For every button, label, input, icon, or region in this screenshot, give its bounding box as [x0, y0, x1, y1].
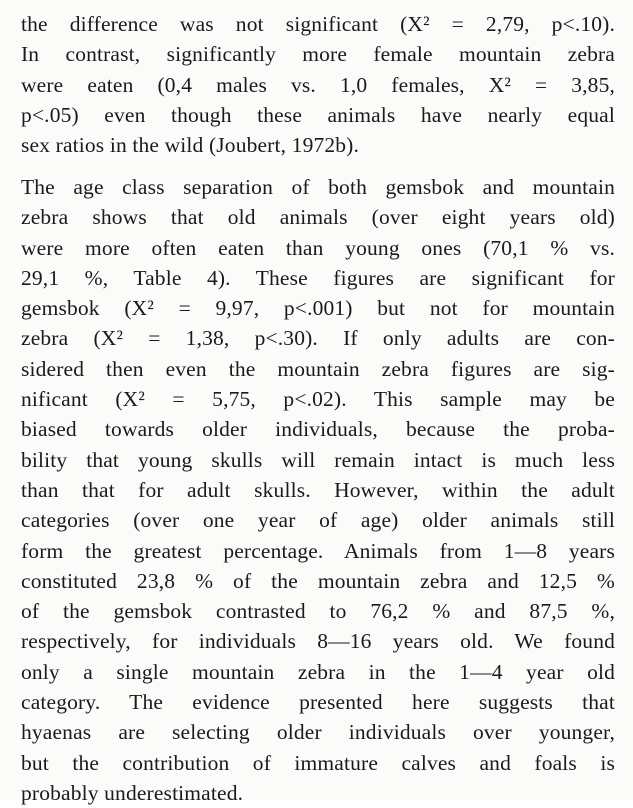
text-line: In contrast, significantly more female mountain zebra: [21, 42, 615, 67]
text-line: nificant (X² = 5,75, p<.02). This sample may be: [21, 387, 615, 412]
text-line: categories (over one year of age) older animals still: [21, 508, 615, 533]
text-line: constituted 23,8 % of the mountain zebra and 12,5 %: [21, 568, 615, 593]
text-line: sidered then even the mountain zebra figures are sig-: [21, 356, 615, 381]
text-line: gemsbok (X² = 9,97, p<.001) but not for mountain: [21, 296, 615, 321]
text-line: were eaten (0,4 males vs. 1,0 females, X² = 3,85,: [21, 72, 615, 97]
paragraph-2: [21, 172, 615, 808]
text-line: bility that young skulls will remain intact is much less: [21, 447, 615, 472]
text-line: 29,1 %, Table 4). These figures are significant for: [21, 265, 615, 290]
text-line: form the greatest percentage. Animals from 1—8 years: [21, 538, 615, 563]
text-line: hyaenas are selecting older individuals over younger,: [21, 720, 615, 745]
text-line: biased towards older individuals, because the proba-: [21, 417, 615, 442]
text-line: sex ratios in the wild (Joubert, 1972b).: [21, 133, 360, 158]
text-line: The age class separation of both gemsbok and mountain: [21, 175, 615, 199]
text-line: category. The evidence presented here suggests that: [21, 690, 615, 715]
paragraph-1: [21, 9, 615, 160]
text-line: of the gemsbok contrasted to 76,2 % and 87,5 %,: [21, 599, 615, 624]
text-line: p<.05) even though these animals have nearly equal: [21, 102, 615, 127]
text-line: than that for adult skulls. However, within the adult: [21, 477, 615, 502]
text-line: the difference was not significant (X² = 2,79, p<.10).: [21, 12, 615, 36]
text-line: zebra (X² = 1,38, p<.30). If only adults are con-: [21, 326, 615, 351]
text-line: but the contribution of immature calves and foals is: [21, 750, 615, 775]
text-line: probably underestimated.: [21, 780, 244, 805]
text-line: only a single mountain zebra in the 1—4 year old: [21, 659, 615, 684]
text-line: respectively, for individuals 8—16 years old. We found: [21, 629, 615, 654]
text-line: were more often eaten than young ones (70,1 % vs.: [21, 235, 615, 260]
text-line: zebra shows that old animals (over eight years old): [21, 205, 615, 230]
